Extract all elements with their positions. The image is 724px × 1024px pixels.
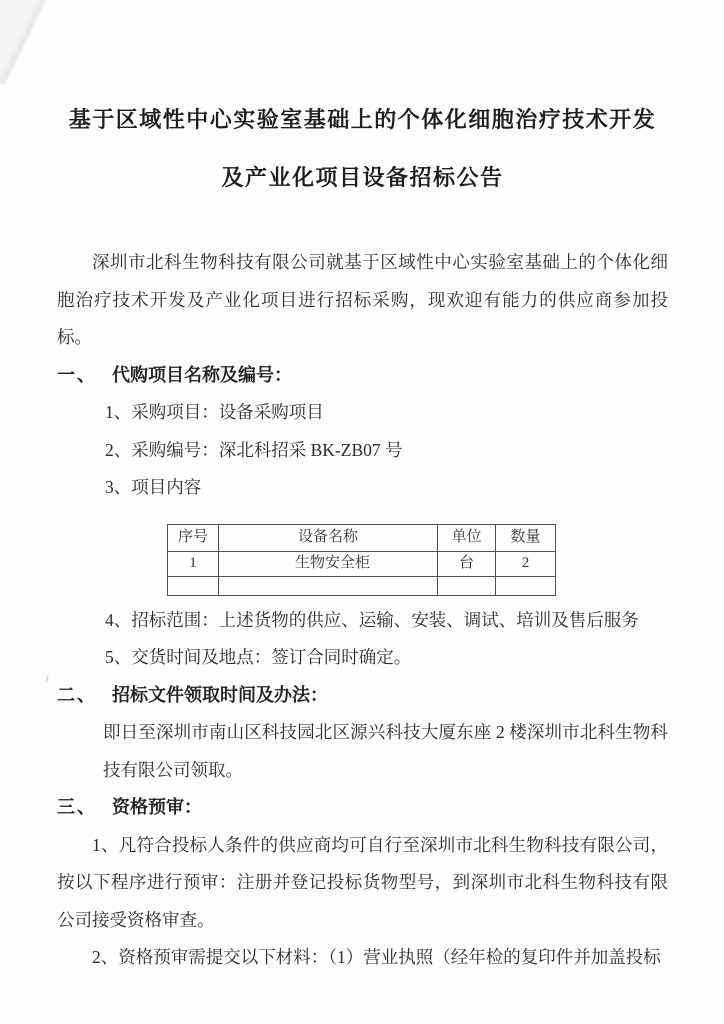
table-cell-index xyxy=(168,576,219,595)
section-2-paragraph: 即日至深圳市南山区科技园北区源兴科技大厦东座 2 楼深圳市北科生物科技有限公司领取。 xyxy=(103,722,668,780)
table-header-row xyxy=(168,524,556,551)
section-1-heading xyxy=(57,357,668,395)
equipment-table-wrapper xyxy=(167,524,668,596)
document-title-line1: 基于区域性中心实验室基础上的个体化细胞治疗技术开发 xyxy=(68,107,657,132)
section-1-item-1: 1、采购项目：设备采购项目 xyxy=(105,402,324,422)
equipment-table xyxy=(167,524,556,596)
table-cell-quantity: 2 xyxy=(496,551,556,576)
scan-edge-artifact xyxy=(0,0,50,84)
section-3-paragraph-2: 2、资格预审需提交以下材料：（1）营业执照（经年检的复印件并加盖投标 xyxy=(92,947,661,967)
section-1-item-3: 3、项目内容 xyxy=(105,477,202,497)
section-1-number: 一、 xyxy=(57,364,97,385)
table-cell-unit: 台 xyxy=(438,551,496,576)
section-3-paragraph-1: 1、凡符合投标人条件的供应商均可自行至深圳市北科生物科技有限公司，按以下程序进行预审：注册并登记投标货物型号，到深圳市北科生物科技有限公司接受资格审查。 xyxy=(57,834,668,930)
table-cell-quantity xyxy=(496,576,556,595)
section-2-heading xyxy=(57,677,668,715)
table-header-quantity: 数量 xyxy=(496,524,556,551)
intro-paragraph: 深圳市北科生物科技有限公司就基于区域性中心实验室基础上的个体化细胞治疗技术开发及产业化项目进行招标采购，现欢迎有能力的供应商参加投标。 xyxy=(57,252,668,347)
section-3-number: 三、 xyxy=(57,797,97,817)
table-header-index: 序号 xyxy=(168,524,219,551)
section-1-item-2: 2、采购编号：深北科招采 BK-ZB07 号 xyxy=(105,439,403,460)
table-cell-equipment-name xyxy=(219,576,438,595)
section-3-heading xyxy=(57,789,668,827)
table-cell-index: 1 xyxy=(168,551,219,576)
section-1-item-4: 4、招标范围：上述货物的供应、运输、安装、调试、培训及售后服务 xyxy=(105,609,639,630)
section-1-title: 代购项目名称及编号： xyxy=(112,364,292,385)
section-3-title: 资格预审： xyxy=(112,797,202,817)
section-2-number: 二、 xyxy=(57,684,97,705)
table-cell-unit xyxy=(438,576,496,595)
document-title-line2: 及产业化项目设备招标公告 xyxy=(221,165,504,190)
table-header-unit: 单位 xyxy=(438,524,496,551)
table-row xyxy=(168,551,556,576)
table-cell-equipment-name: 生物安全柜 xyxy=(219,551,438,576)
section-2-title: 招标文件领取时间及办法： xyxy=(112,684,328,705)
document-content xyxy=(0,103,724,977)
section-1-item-5: 5、交货时间及地点：签订合同时确定。 xyxy=(105,647,412,667)
table-header-equipment-name: 设备名称 xyxy=(219,524,438,551)
table-row-empty xyxy=(168,576,556,595)
